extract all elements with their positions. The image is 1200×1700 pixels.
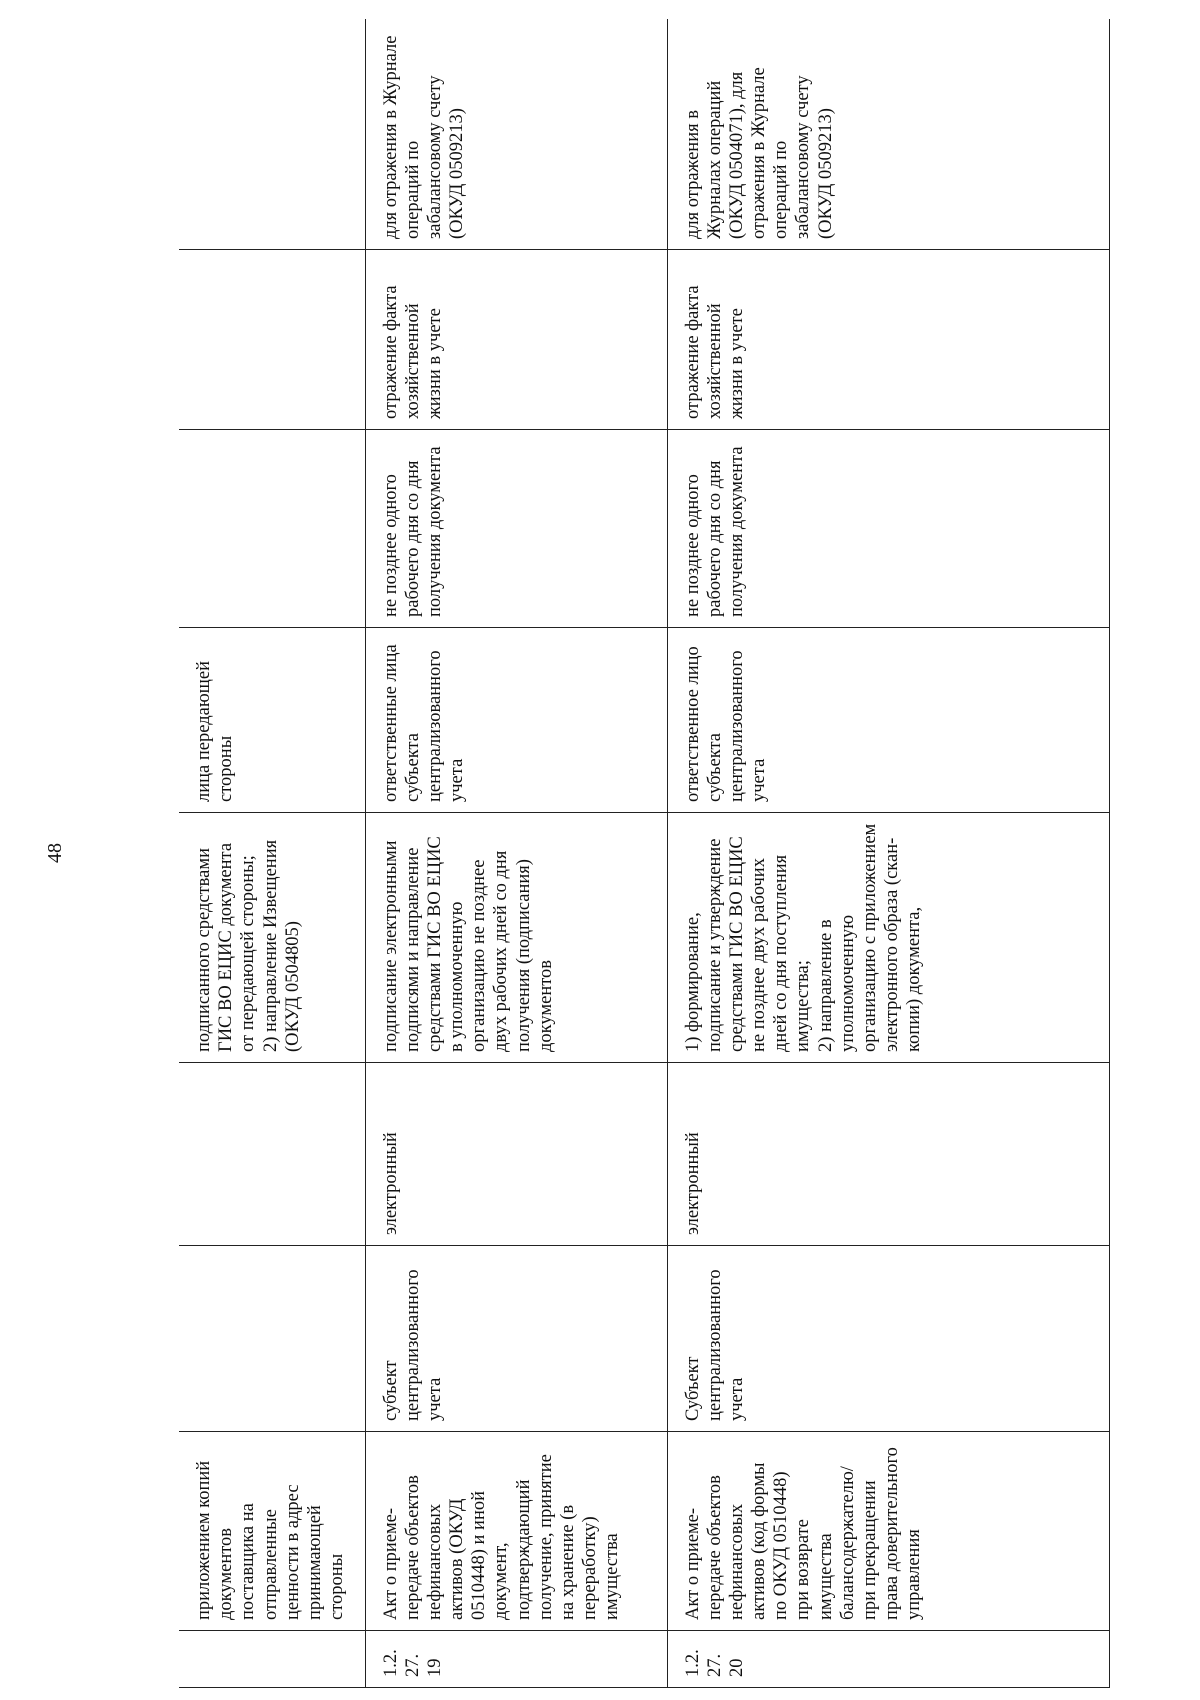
action-cell: 1) формирование, подписание и утверждение средствами ГИС ВО ЕЦИС не позднее двух рабочих дней со дня поступления имущества; 2) направление в уполномоченную организацию с приложением электронного образа (скан-копии) документа, (667, 813, 1109, 1063)
creator-cell: Субъект централизованного учета (667, 1246, 1109, 1432)
deadline-cell (179, 430, 365, 628)
format-cell (179, 1063, 365, 1246)
responsible-cell: ответственные лица субъекта централизованного учета (365, 628, 667, 813)
responsible-cell: лица передающей стороны (179, 628, 365, 813)
action-cell: подписание электронными подписями и направление средствами ГИС ВО ЕЦИС в уполномоченную организацию не позднее двух рабочих дней со дня получения (подписания) документов (365, 813, 667, 1063)
table-row (179, 20, 365, 1688)
document-name-cell: приложением копий документов поставщика на отправленные ценности в адрес принимающей стороны (179, 1432, 365, 1631)
purpose-cell: для отражения в Журнале операций по забалансовому счету (ОКУД 0509213) (365, 20, 667, 250)
purpose-cell: для отражения в Журналах операций (ОКУД 0504071), для отражения в Журнале операций по забалансовому счету (ОКУД 0509213) (667, 20, 1109, 250)
creator-cell (179, 1246, 365, 1432)
row-number-cell: 1.2.27. 19 (365, 1631, 667, 1688)
creator-cell: субъект централизованного учета (365, 1246, 667, 1432)
format-cell: электронный (365, 1063, 667, 1246)
action-cell: подписанного средствами ГИС ВО ЕЦИС документа от передающей стороны; 2) направление Извещения (ОКУД 0504805) (179, 813, 365, 1063)
document-name-cell: Акт о приеме-передаче объектов нефинансовых активов (код формы по ОКУД 0510448) при возврате имущества балансодержателю/при прекращении права доверительного управления (667, 1432, 1109, 1631)
document-name-cell: Акт о приеме-передаче объектов нефинансовых активов (ОКУД 0510448) и иной документ, подтверждающий получение, принятие на хранение (в переработку) имущества (365, 1432, 667, 1631)
table-row (667, 20, 1109, 1688)
purpose-cell (179, 20, 365, 250)
row-number-cell: 1.2.27. 20 (667, 1631, 1109, 1688)
row-number-cell (179, 1631, 365, 1688)
table-row (365, 20, 667, 1688)
deadline-cell: не позднее одного рабочего дня со дня получения документа (667, 430, 1109, 628)
rotated-table-container (179, 20, 1109, 1688)
responsible-cell: ответственное лицо субъекта централизованного учета (667, 628, 1109, 813)
page-number: 48 (44, 843, 66, 863)
format-cell: электронный (667, 1063, 1109, 1246)
receiver-cell: отражение факта хозяйственной жизни в учете (667, 250, 1109, 430)
receiver-cell (179, 250, 365, 430)
operations-table (179, 20, 1110, 1689)
receiver-cell: отражение факта хозяйственной жизни в учете (365, 250, 667, 430)
deadline-cell: не позднее одного рабочего дня со дня получения документа (365, 430, 667, 628)
